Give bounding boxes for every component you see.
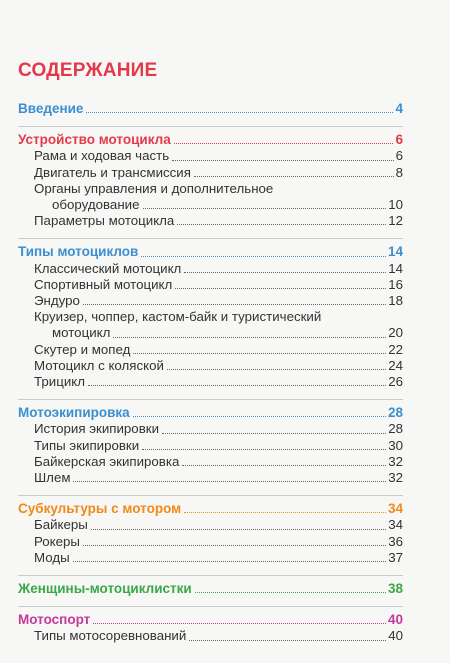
dot-leader <box>91 529 386 530</box>
toc-section-heading[interactable] <box>18 581 403 597</box>
toc-page-number: 40 <box>387 612 403 628</box>
toc-page-number: 40 <box>388 628 403 644</box>
toc-section-label: Субкультуры с мотором <box>18 501 182 517</box>
dot-leader <box>177 224 386 225</box>
toc-entry-label: Классический мотоцикл <box>34 260 182 276</box>
table-of-contents <box>18 96 403 654</box>
toc-entry[interactable] <box>18 454 403 470</box>
dot-leader <box>133 416 386 417</box>
toc-page-number: 22 <box>388 341 403 357</box>
dot-leader <box>184 272 386 273</box>
toc-entry[interactable] <box>18 342 403 358</box>
dot-leader <box>83 304 386 305</box>
toc-section-heading[interactable] <box>18 501 403 517</box>
toc-page-number: 14 <box>387 244 403 260</box>
dot-leader <box>73 481 386 482</box>
toc-page-number: 34 <box>388 517 403 533</box>
dot-leader <box>93 623 386 624</box>
toc-entry[interactable] <box>18 293 403 309</box>
toc-entry-label: Байкерская экипировка <box>34 453 180 469</box>
toc-entry[interactable] <box>18 309 403 341</box>
toc-entry[interactable] <box>18 628 403 644</box>
toc-entry-label: Шлем <box>34 470 71 486</box>
toc-page-number: 18 <box>388 293 403 309</box>
dot-leader <box>194 176 394 177</box>
dot-leader <box>83 545 386 546</box>
toc-entry-label: Параметры мотоцикла <box>34 213 175 229</box>
toc-section <box>18 399 403 495</box>
toc-entry-label: Двигатель и трансмиссия <box>34 164 191 180</box>
toc-page-number: 20 <box>388 325 403 341</box>
toc-page-number: 16 <box>388 276 403 292</box>
dot-leader <box>142 449 386 450</box>
toc-section <box>18 96 403 126</box>
toc-page-number: 6 <box>395 132 403 148</box>
toc-page-number: 10 <box>388 197 403 213</box>
dot-leader <box>133 353 386 354</box>
dot-leader <box>172 160 393 161</box>
toc-section-heading[interactable] <box>18 101 403 117</box>
toc-entry[interactable] <box>18 148 403 164</box>
toc-entry[interactable] <box>18 517 403 533</box>
toc-page-number: 34 <box>387 501 403 517</box>
toc-entry[interactable] <box>18 277 403 293</box>
dot-leader <box>175 288 386 289</box>
toc-entry-label: Моды <box>34 549 70 565</box>
toc-page-number: 26 <box>388 374 403 390</box>
toc-section-heading[interactable] <box>18 612 403 628</box>
dot-leader <box>86 112 393 113</box>
toc-entry[interactable] <box>18 470 403 486</box>
toc-page-number: 24 <box>388 357 403 373</box>
dot-leader <box>174 143 394 144</box>
dot-leader <box>162 433 386 434</box>
toc-page-number: 32 <box>388 453 403 469</box>
toc-entry[interactable] <box>18 534 403 550</box>
dot-leader <box>141 256 386 257</box>
toc-entry-label: Рама и ходовая часть <box>34 148 170 164</box>
toc-page-number: 37 <box>388 549 403 565</box>
toc-page-number: 30 <box>388 437 403 453</box>
toc-section-label: Введение <box>18 101 84 116</box>
toc-entry[interactable] <box>18 358 403 374</box>
toc-section-heading[interactable] <box>18 132 403 148</box>
toc-entry-label: Скутер и мопед <box>34 341 131 357</box>
toc-page-number: 14 <box>388 260 403 276</box>
toc-section-label: Женщины-мотоциклистки <box>18 581 192 597</box>
toc-section <box>18 126 403 238</box>
toc-entry[interactable] <box>18 421 403 437</box>
toc-page-number: 28 <box>388 421 403 437</box>
dot-leader <box>189 640 386 641</box>
dot-leader <box>184 512 386 513</box>
toc-entry-continuation <box>34 197 403 213</box>
toc-section-label: Типы мотоциклов <box>18 244 139 260</box>
toc-entry[interactable] <box>18 374 403 390</box>
dot-leader <box>182 465 386 466</box>
page-title: СОДЕРЖАНИЕ <box>18 60 158 81</box>
toc-page-number: 6 <box>395 148 403 164</box>
toc-entry-label: Спортивный мотоцикл <box>34 276 173 292</box>
toc-section <box>18 575 403 606</box>
toc-entry[interactable] <box>18 213 403 229</box>
toc-section-heading[interactable] <box>18 405 403 421</box>
toc-section-label: Мотоспорт <box>18 612 91 628</box>
toc-entry-label: Органы управления и дополнительное <box>34 180 274 196</box>
toc-entry-label: История экипировки <box>34 421 160 437</box>
toc-entry-label: Типы экипировки <box>34 437 140 453</box>
toc-entry-label: Байкеры <box>34 517 88 533</box>
toc-entry-continuation <box>34 325 403 341</box>
toc-entry-label: Круизер, чоппер, кастом-байк и туристический <box>34 309 322 325</box>
toc-entry-label: Эндуро <box>34 293 80 309</box>
toc-section <box>18 238 403 399</box>
dot-leader <box>88 385 386 386</box>
toc-entry[interactable] <box>18 438 403 454</box>
dot-leader <box>143 208 387 209</box>
toc-entry-label-cont: мотоцикл <box>52 325 111 341</box>
toc-page-number: 38 <box>387 581 403 597</box>
toc-entry-label: Трицикл <box>34 374 85 390</box>
toc-entry-label: Рокеры <box>34 533 80 549</box>
toc-entry[interactable] <box>18 261 403 277</box>
toc-section-label: Устройство мотоцикла <box>18 132 171 148</box>
toc-entry-label: Типы мотосоревнований <box>34 628 187 644</box>
toc-section <box>18 495 403 575</box>
toc-page-number: 4 <box>395 101 403 116</box>
toc-entry-label: Мотоцикл с коляской <box>34 357 164 373</box>
toc-section-heading[interactable] <box>18 244 403 260</box>
dot-leader <box>167 369 386 370</box>
toc-page-number: 12 <box>388 213 403 229</box>
toc-section <box>18 606 403 653</box>
toc-entry[interactable] <box>18 550 403 566</box>
toc-page-number: 28 <box>387 405 403 421</box>
dot-leader <box>113 337 386 338</box>
toc-entry[interactable] <box>18 165 403 181</box>
toc-section-label: Мотоэкипировка <box>18 405 130 421</box>
dot-leader <box>73 561 387 562</box>
toc-page-number: 32 <box>388 470 403 486</box>
dot-leader <box>195 592 386 593</box>
toc-entry-label-cont: оборудование <box>52 197 140 213</box>
toc-page-number: 8 <box>395 164 403 180</box>
toc-entry[interactable] <box>18 181 403 213</box>
toc-page-number: 36 <box>388 533 403 549</box>
